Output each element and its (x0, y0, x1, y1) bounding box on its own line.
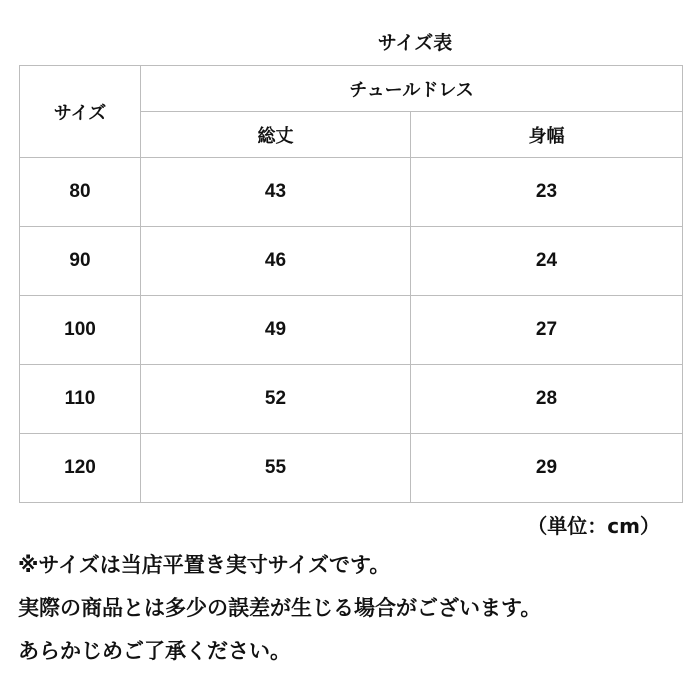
column-header-length: 総丈 (141, 112, 411, 158)
table-row (20, 296, 683, 365)
size-cell: 120 (20, 434, 141, 503)
table-row (20, 434, 683, 503)
width-cell: 27 (411, 296, 683, 365)
size-cell: 80 (20, 158, 141, 227)
width-cell: 23 (411, 158, 683, 227)
width-cell: 24 (411, 227, 683, 296)
size-cell: 90 (20, 227, 141, 296)
product-name-cell: チュールドレス (141, 66, 683, 112)
length-cell: 55 (141, 434, 411, 503)
note-line: ※サイズは当店平置き実寸サイズです。 (18, 553, 391, 577)
length-cell: 43 (141, 158, 411, 227)
length-cell: 46 (141, 227, 411, 296)
length-cell: 52 (141, 365, 411, 434)
size-cell: 100 (20, 296, 141, 365)
table-row (20, 158, 683, 227)
size-cell: 110 (20, 365, 141, 434)
size-table (19, 65, 683, 503)
column-header-width: 身幅 (411, 112, 683, 158)
size-header-cell: サイズ (20, 66, 141, 158)
width-cell: 28 (411, 365, 683, 434)
width-cell: 29 (411, 434, 683, 503)
table-title: サイズ表 (377, 32, 453, 54)
notes (18, 553, 688, 682)
table-row (20, 365, 683, 434)
length-cell: 49 (141, 296, 411, 365)
note-line: 実際の商品とは多少の誤差が生じる場合がございます。 (18, 596, 542, 620)
unit-note: （単位：cm） (527, 514, 660, 538)
note-line: あらかじめご了承ください。 (18, 639, 291, 663)
table-row (20, 227, 683, 296)
